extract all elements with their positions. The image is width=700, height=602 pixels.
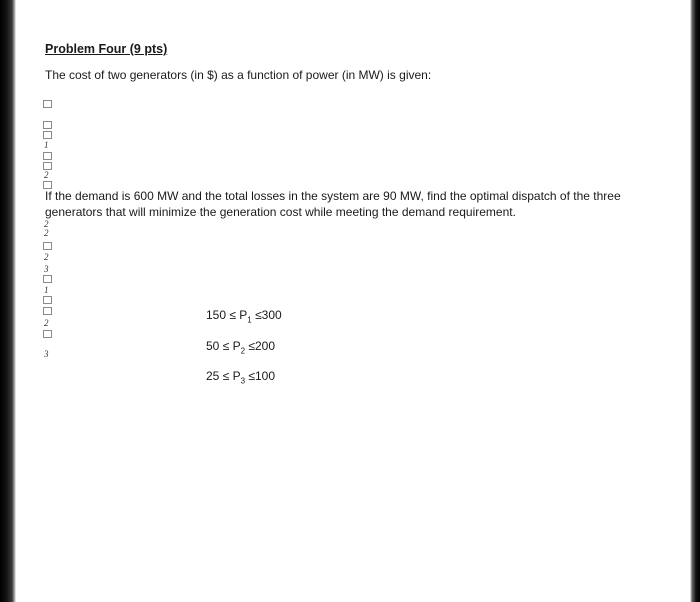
problem-intro: The cost of two generators (in $) as a function of power (in MW) is given: — [45, 68, 432, 82]
equation-glyph: 3 — [44, 264, 49, 274]
equation-glyph: 2 — [44, 228, 49, 238]
constraint-lower: 25 ≤ — [206, 369, 233, 383]
equation-glyph: 1 — [44, 285, 49, 295]
equation-glyph: 2 — [44, 219, 49, 229]
constraint-lower: 150 ≤ — [206, 308, 240, 322]
equation-glyph: 2 — [44, 252, 49, 262]
missing-glyph-box — [43, 296, 52, 304]
constraint-p3 — [206, 369, 275, 385]
constraint-p1 — [206, 308, 282, 324]
equation-glyph: 3 — [44, 349, 49, 359]
constraint-var: P — [232, 369, 241, 383]
missing-glyph-box — [43, 152, 52, 160]
missing-glyph-box — [43, 131, 52, 139]
constraint-upper: ≤100 — [245, 369, 276, 383]
missing-glyph-box — [43, 162, 52, 170]
missing-glyph-box — [43, 121, 52, 129]
constraint-lower: 50 ≤ — [206, 339, 233, 353]
photo-frame-left — [0, 0, 16, 602]
constraint-upper: ≤300 — [251, 308, 282, 322]
missing-glyph-box — [43, 242, 52, 250]
constraint-sub: 3 — [240, 376, 246, 386]
equation-glyph: 1 — [44, 140, 49, 150]
equation-glyph: 2 — [44, 318, 49, 328]
missing-glyph-box — [43, 100, 52, 108]
constraint-upper: ≤200 — [245, 339, 276, 353]
constraint-var: P — [232, 339, 241, 353]
equation-glyph: 2 — [44, 170, 49, 180]
problem-paragraph: If the demand is 600 MW and the total losses in the system are 90 MW, find the optimal dispatch of the three generators that will minimize the generation cost while meeting the demand requirement. — [45, 189, 621, 219]
missing-glyph-box — [43, 307, 52, 315]
problem-heading: Problem Four (9 pts) — [45, 42, 168, 56]
constraint-sub: 2 — [240, 346, 246, 356]
constraint-sub: 1 — [247, 315, 252, 325]
missing-glyph-box — [43, 330, 52, 338]
constraint-p2 — [206, 339, 275, 355]
missing-glyph-box — [43, 275, 52, 283]
photo-frame-right — [690, 0, 700, 602]
constraint-var: P — [239, 308, 248, 322]
